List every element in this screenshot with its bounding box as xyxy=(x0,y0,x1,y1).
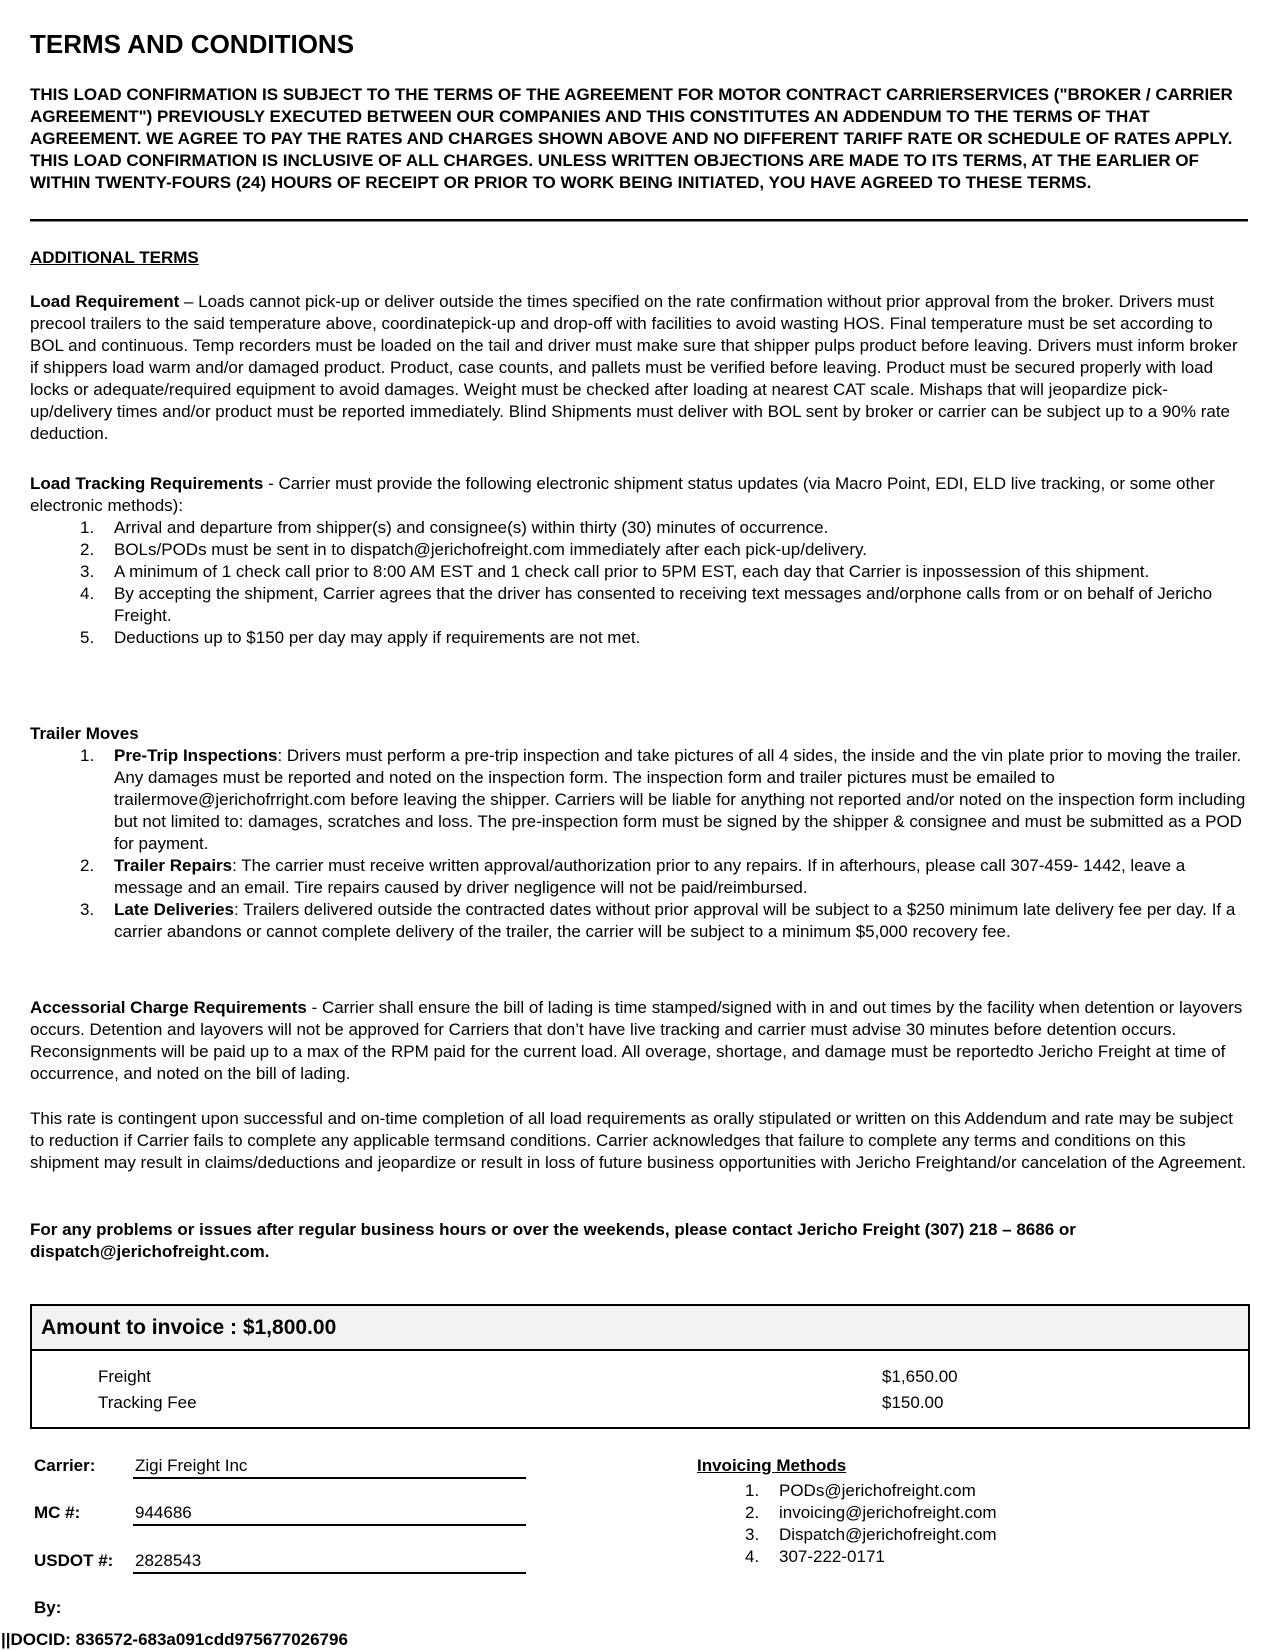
list-item-text: invoicing@jerichofreight.com xyxy=(779,1503,997,1522)
tracking-section xyxy=(30,473,1248,649)
list-number: 2. xyxy=(80,540,95,559)
charge-label: Tracking Fee xyxy=(98,1393,197,1412)
contingent-paragraph: This rate is contingent upon successful and on-time completion of all load requirements as orally stipulated or written on this Addendum and rate may be subject to reduction if Carrier fails to complete any applicable termsand conditions. Carrier acknowledges that failure to complete any terms and conditions on this shipment may result in claims/deductions and jeopardize or result in loss of future business opportunities with Jericho Freightand/or cancelation of the Agreement. xyxy=(30,1109,1247,1172)
list-number: 3. xyxy=(80,562,95,581)
list-item xyxy=(30,517,1248,539)
additional-terms-heading: ADDITIONAL TERMS xyxy=(30,248,199,267)
agreement-notice: THIS LOAD CONFIRMATION IS SUBJECT TO THE TERMS OF THE AGREEMENT FOR MOTOR CONTRACT CARRIERSERVICES ("BROKER / CARRIER AGREEMENT") PREVIOUSLY EXECUTED BETWEEN OUR COMPANIES AND THIS CONSTITUTES AN ADDENDUM TO THE TERMS OF THAT AGREEMENT. WE AGREE TO PAY THE RATES AND CHARGES SHOWN ABOVE AND NO DIFFERENT TARIFF RATE OR SCHEDULE OF RATES APPLY. THIS LOAD CONFIRMATION IS INCLUSIVE OF ALL CHARGES. UNLESS WRITTEN OBJECTIONS ARE MADE TO ITS TERMS, AT THE EARLIER OF WITHIN TWENTY-FOURS (24) HOURS OF RECEIPT OR PRIOR TO WORK BEING INITIATED, YOU HAVE AGREED TO THESE TERMS. xyxy=(30,85,1233,192)
accessorial-paragraph xyxy=(30,997,1248,1085)
trailer-moves-heading: Trailer Moves xyxy=(30,724,139,743)
tracking-lead: Load Tracking Requirements xyxy=(30,474,264,493)
list-item-text: By accepting the shipment, Carrier agrees that the driver has consented to receiving text messages and/orphone calls from or on behalf of Jericho Freight. xyxy=(114,584,1213,625)
list-number: 1. xyxy=(745,1481,760,1500)
list-number: 5. xyxy=(80,628,95,647)
list-item xyxy=(697,1502,1197,1524)
list-item xyxy=(697,1480,1197,1502)
list-number: 4. xyxy=(80,584,95,603)
list-item-text: Arrival and departure from shipper(s) and consignee(s) within thirty (30) minutes of occurrence. xyxy=(114,518,829,537)
usdot-field: 2828543 xyxy=(133,1550,526,1574)
load-requirement-lead: Load Requirement xyxy=(30,292,180,311)
list-item xyxy=(30,745,1248,855)
charge-label: Freight xyxy=(98,1367,151,1386)
load-requirement-text: – Loads cannot pick-up or deliver outside the times specified on the rate confirmation without prior approval from the broker. Drivers must precool trailers to the said temperature above, coordinatepick-up and drop-off with facilities to avoid wasting HOS. Final temperature must be set according to BOL and continuous. Temp recorders must be loaded on the tail and driver must make sure that shipper pulps product before leaving. Drivers must inform broker if shippers load warm and/or damaged product. Product, case counts, and pallets must be verified before leaving. Product must be secured properly with load locks or adequate/required equipment to avoid damages. Weight must be checked after loading at nearest CAT scale. Mishaps that will jeopardize pick-up/delivery times and/or product must be reported immediately. Blind Shipments must deliver with BOL sent by broker or carrier can be subject up to a 90% rate deduction. xyxy=(30,292,1238,443)
charge-amount: $150.00 xyxy=(882,1393,944,1412)
invoicing-methods-list xyxy=(697,1480,1197,1568)
list-item xyxy=(697,1546,1197,1568)
list-item-text: PODs@jerichofreight.com xyxy=(779,1481,976,1500)
list-item-lead: Trailer Repairs xyxy=(114,856,233,875)
list-item xyxy=(30,627,1248,649)
list-item xyxy=(30,855,1248,899)
trailer-moves-section xyxy=(30,723,1248,943)
list-number: 4. xyxy=(745,1547,760,1566)
usdot-label: USDOT #: xyxy=(34,1551,114,1570)
accessorial-lead: Accessorial Charge Requirements xyxy=(30,998,307,1017)
list-number: 2. xyxy=(745,1503,760,1522)
list-item-text: BOLs/PODs must be sent in to dispatch@jerichofreight.com immediately after each pick-up/delivery. xyxy=(114,540,867,559)
accessorial-text: - Carrier shall ensure the bill of lading is time stamped/signed with in and out times by the facility when detention or layovers occurs. Detention and layovers will not be approved for Carriers that don’t have live tracking and carrier must advise 30 minutes before detention occurs. Reconsignments will be paid up to a max of the RPM paid for the current load. All overage, shortage, and damage must be reportedto Jericho Freight at time of occurrence, and noted on the bill of lading. xyxy=(30,998,1243,1083)
charge-row xyxy=(98,1366,1198,1388)
load-requirement-paragraph xyxy=(30,291,1248,445)
list-number: 3. xyxy=(80,900,95,919)
carrier-label: Carrier: xyxy=(34,1456,96,1475)
carrier-name-field: Zigi Freight Inc xyxy=(133,1455,526,1479)
document-id: ||DOCID: 836572-683a091cdd975677026796 xyxy=(1,1630,348,1649)
list-number: 2. xyxy=(80,856,95,875)
notice-divider xyxy=(30,219,1248,222)
mc-number-label: MC #: xyxy=(34,1503,81,1522)
list-item xyxy=(30,583,1248,627)
invoice-amount-box xyxy=(30,1304,1250,1429)
tracking-text: - Carrier must provide the following electronic shipment status updates (via Macro Point, EDI, ELD live tracking, or some other electronic methods): xyxy=(30,474,1215,515)
trailer-moves-list xyxy=(30,745,1248,943)
list-number: 3. xyxy=(745,1525,760,1544)
list-item-text: : Trailers delivered outside the contracted dates without prior approval will be subject to a $250 minimum late delivery fee per day. If a carrier abandons or cannot complete delivery of the trailer, the carrier will be subject to a minimum $5,000 recovery fee. xyxy=(114,900,1236,941)
list-number: 1. xyxy=(80,518,95,537)
list-item-text: Dispatch@jerichofreight.com xyxy=(779,1525,997,1544)
invoice-amount-heading: Amount to invoice : $1,800.00 xyxy=(32,1306,1248,1351)
tracking-list xyxy=(30,517,1248,649)
mc-number-field: 944686 xyxy=(133,1502,526,1526)
charge-row xyxy=(98,1392,1198,1414)
invoicing-methods-heading: Invoicing Methods xyxy=(697,1456,847,1475)
page-title: TERMS AND CONDITIONS xyxy=(30,29,355,59)
list-item-lead: Late Deliveries xyxy=(114,900,235,919)
list-item xyxy=(30,899,1248,943)
list-item-text: Deductions up to $150 per day may apply if requirements are not met. xyxy=(114,628,641,647)
charge-amount: $1,650.00 xyxy=(882,1367,958,1386)
after-hours-contact: For any problems or issues after regular business hours or over the weekends, please contact Jericho Freight (307) 218 – 8686 or dispatch@jerichofreight.com. xyxy=(30,1220,1076,1261)
list-item xyxy=(30,561,1248,583)
list-item-text: 307-222-0171 xyxy=(779,1547,885,1566)
list-item-text: : The carrier must receive written approval/authorization prior to any repairs. If in afterhours, please call 307-459- 1442, leave a message and an email. Tire repairs caused by driver negligence will not be paid/reimbursed. xyxy=(114,856,1186,897)
list-item xyxy=(30,539,1248,561)
list-item-text: : Drivers must perform a pre-trip inspection and take pictures of all 4 sides, the inside and the vin plate prior to moving the trailer. Any damages must be reported and noted on the inspection form. The inspection form and trailer pictures must be emailed to trailermove@jerichofrright.com before leaving the shipper. Carriers will be liable for anything not reported and/or noted on the inspection form including but not limited to: damages, scratches and loss. The pre-inspection form must be signed by the shipper & consignee and must be submitted as a POD for payment. xyxy=(114,746,1246,853)
list-item-lead: Pre-Trip Inspections xyxy=(114,746,278,765)
list-number: 1. xyxy=(80,746,95,765)
tracking-paragraph xyxy=(30,473,1248,517)
list-item xyxy=(697,1524,1197,1546)
signature-by-label: By: xyxy=(34,1598,62,1617)
list-item-text: A minimum of 1 check call prior to 8:00 AM EST and 1 check call prior to 5PM EST, each day that Carrier is inpossession of this shipment. xyxy=(114,562,1150,581)
